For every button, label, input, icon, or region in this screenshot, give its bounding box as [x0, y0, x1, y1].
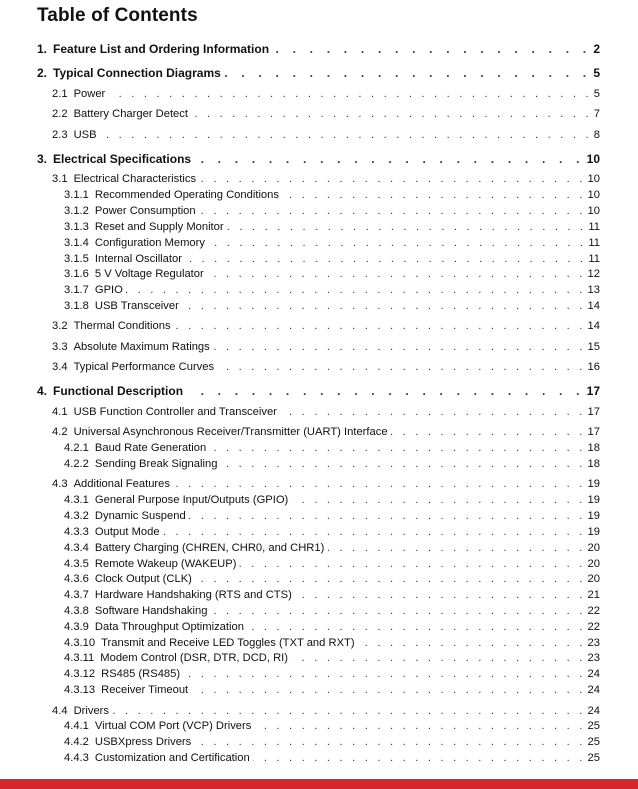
toc-entry[interactable] [37, 66, 600, 80]
dot-leader [227, 220, 587, 234]
toc-entry-label: Electrical Characteristics [73, 173, 197, 185]
toc-entry[interactable] [52, 319, 600, 333]
toc-entry-page: 22 [587, 621, 600, 633]
toc-entry-number: 2. [37, 66, 48, 80]
toc-entry[interactable] [64, 604, 600, 618]
dot-leader [358, 636, 586, 650]
toc-entry-page: 19 [587, 510, 600, 522]
toc-entry-label: Universal Asynchronous Receiver/Transmitter (UART) Interface [73, 426, 388, 438]
toc-entry-number: 4.2.1 [64, 442, 89, 454]
dot-leader [199, 172, 586, 186]
toc-entry-number: 4.3.7 [64, 589, 89, 601]
toc-entry-label: Clock Output (CLK) [94, 573, 192, 585]
toc-entry-page: 7 [593, 108, 600, 120]
dot-leader [100, 128, 592, 142]
toc-entry-label: Customization and Certification [94, 752, 250, 764]
toc-entry-number: 3.1.8 [64, 300, 89, 312]
toc-entry[interactable] [64, 220, 600, 234]
toc-entry-page: 19 [587, 526, 600, 538]
toc-entry-page: 10 [586, 152, 600, 166]
toc-entry-page: 13 [587, 284, 600, 296]
toc-entry-number: 4.3.8 [64, 605, 89, 617]
toc-entry-number: 4.3.5 [64, 558, 89, 570]
toc-entry-page: 19 [587, 494, 600, 506]
dot-leader [126, 283, 586, 297]
toc-entry-label: Reset and Supply Monitor [94, 221, 224, 233]
dot-leader [213, 340, 586, 354]
dot-leader [191, 107, 592, 121]
toc-entry-page: 14 [587, 320, 600, 332]
toc-entry-label: Receiver Timeout [101, 684, 189, 696]
toc-entry[interactable] [64, 557, 600, 571]
toc-entry-label: USB [73, 129, 97, 141]
dot-leader [112, 704, 586, 718]
toc-entry-page: 18 [587, 458, 600, 470]
dot-leader [224, 66, 591, 80]
toc-entry-number: 4.3.2 [64, 510, 89, 522]
toc-entry-page: 12 [587, 268, 600, 280]
footer-accent-bar [0, 779, 638, 789]
toc-entry-label: Additional Features [73, 478, 170, 490]
toc-entry[interactable] [52, 87, 600, 101]
toc-entry[interactable] [64, 493, 600, 507]
toc-entry-number: 4.4.1 [64, 720, 89, 732]
toc-entry[interactable] [64, 252, 600, 266]
dot-leader [182, 299, 586, 313]
dot-leader [391, 425, 586, 439]
toc-entry-page: 20 [587, 542, 600, 554]
toc-entry-number: 3.1.6 [64, 268, 89, 280]
toc-entry[interactable] [37, 384, 600, 398]
toc-entry[interactable] [37, 152, 600, 166]
toc-entry-label: Dynamic Suspend [94, 510, 186, 522]
toc-entry-label: Functional Description [53, 384, 184, 398]
toc-entry-page: 23 [587, 652, 600, 664]
toc-entry[interactable] [52, 360, 600, 374]
dot-leader [254, 719, 585, 733]
toc-entry-page: 10 [587, 173, 600, 185]
toc-entry-label: Data Throughput Optimization [94, 621, 244, 633]
dot-leader [194, 735, 585, 749]
toc-entry-number: 4.4.2 [64, 736, 89, 748]
toc-entry[interactable] [52, 128, 600, 142]
toc-entry-page: 22 [587, 605, 600, 617]
toc-entry-label: General Purpose Input/Outputs (GPIO) [94, 494, 289, 506]
dot-leader [272, 42, 591, 56]
toc-entry-label: Sending Break Signaling [94, 458, 218, 470]
dot-leader [291, 493, 585, 507]
toc-entry-label: USB Function Controller and Transceiver [73, 406, 277, 418]
dot-leader [210, 604, 585, 618]
toc-entry-page: 15 [587, 341, 600, 353]
toc-entry[interactable] [64, 457, 600, 471]
toc-entry-label: Battery Charging (CHREN, CHR0, and CHR1) [94, 542, 325, 554]
toc-entry-number: 3. [37, 152, 48, 166]
toc-entry-page: 5 [593, 88, 600, 100]
toc-entry-number: 4.3.13 [64, 684, 96, 696]
toc-entry[interactable] [64, 735, 600, 749]
dot-leader [253, 751, 586, 765]
dot-leader [183, 667, 585, 681]
toc-entry-page: 11 [588, 253, 600, 265]
toc-entry-label: Power Consumption [94, 205, 196, 217]
toc-entry[interactable] [52, 405, 600, 419]
toc-entry-number: 4.3 [52, 478, 68, 490]
toc-entry-label: Configuration Memory [94, 237, 205, 249]
toc-entry-number: 3.3 [52, 341, 68, 353]
toc-entry-label: Transmit and Receive LED Toggles (TXT and RXT) [101, 637, 355, 649]
toc-entry[interactable] [64, 204, 600, 218]
toc-entry-page: 17 [587, 426, 600, 438]
toc-entry-number: 4.4 [52, 705, 68, 717]
toc-entry-number: 4. [37, 384, 48, 398]
toc-entry-number: 3.1.5 [64, 253, 89, 265]
toc-entry[interactable] [52, 477, 600, 491]
toc-entry[interactable] [52, 704, 600, 718]
dot-leader [207, 267, 586, 281]
toc-entry-page: 17 [586, 384, 600, 398]
toc-entry-label: Typical Connection Diagrams [53, 66, 221, 80]
toc-entry[interactable] [64, 588, 600, 602]
toc-entry-number: 4.3.11 [64, 652, 95, 664]
toc-entry[interactable] [64, 541, 600, 555]
toc-entry-page: 25 [587, 736, 600, 748]
dot-leader [239, 557, 585, 571]
toc-entry-number: 4.3.10 [64, 637, 96, 649]
toc-entry[interactable] [64, 683, 600, 697]
dot-leader [217, 360, 585, 374]
toc-entry-page: 16 [587, 361, 600, 373]
page-title: Table of Contents [37, 5, 198, 26]
toc-entry-label: Battery Charger Detect [73, 108, 188, 120]
toc-entry-page: 24 [587, 668, 600, 680]
dot-leader [185, 252, 586, 266]
toc-entry-number: 3.1.3 [64, 221, 89, 233]
toc-entry-label: Feature List and Ordering Information [53, 42, 270, 56]
toc-entry-number: 4.3.12 [64, 668, 96, 680]
dot-leader [282, 188, 586, 202]
toc-entry-label: USB Transceiver [94, 300, 179, 312]
toc-entry-number: 2.1 [52, 88, 68, 100]
toc-entry-page: 14 [587, 300, 600, 312]
toc-entry-label: Internal Oscillator [94, 253, 182, 265]
toc-entry-label: Output Mode [94, 526, 160, 538]
dot-leader [194, 152, 585, 166]
toc-entry-number: 1. [37, 42, 48, 56]
toc-entry-number: 2.3 [52, 129, 68, 141]
toc-entry-label: Thermal Conditions [73, 320, 171, 332]
toc-entry-label: Absolute Maximum Ratings [73, 341, 210, 353]
toc-entry-number: 3.1 [52, 173, 68, 185]
toc-entry-number: 4.2.2 [64, 458, 89, 470]
dot-leader [191, 683, 585, 697]
toc-entry-label: Modem Control (DSR, DTR, DCD, RI) [100, 652, 289, 664]
toc-entry-number: 4.3.3 [64, 526, 89, 538]
dot-leader [174, 319, 586, 333]
toc-entry-number: 4.1 [52, 406, 68, 418]
toc-entry-number: 4.3.1 [64, 494, 89, 506]
dot-leader [173, 477, 586, 491]
toc-entry-number: 4.3.9 [64, 621, 89, 633]
dot-leader [199, 204, 586, 218]
toc-entry[interactable] [37, 42, 600, 56]
toc-entry-label: Power [73, 88, 106, 100]
toc-entry[interactable] [64, 283, 600, 297]
toc-entry-page: 2 [593, 42, 600, 56]
toc-entry[interactable] [64, 620, 600, 634]
dot-leader [220, 457, 585, 471]
toc-entry[interactable] [64, 267, 600, 281]
toc-entry-label: Remote Wakeup (WAKEUP) [94, 558, 237, 570]
toc-entry-label: Electrical Specifications [53, 152, 192, 166]
dot-leader [163, 525, 586, 539]
toc-entry-number: 3.1.1 [64, 189, 89, 201]
toc-entry-label: Drivers [73, 705, 109, 717]
toc-entry[interactable] [64, 236, 600, 250]
toc-entry-page: 23 [587, 637, 600, 649]
dot-leader [208, 236, 586, 250]
toc-entry[interactable] [64, 572, 600, 586]
toc-entry[interactable] [64, 751, 600, 765]
dot-leader [195, 572, 586, 586]
toc-entry[interactable] [52, 340, 600, 354]
toc-entry-label: RS485 (RS485) [101, 668, 181, 680]
toc-entry-page: 11 [588, 237, 600, 249]
toc-entry-number: 3.4 [52, 361, 68, 373]
toc-entry-label: Software Handshaking [94, 605, 208, 617]
toc-entry-page: 25 [587, 752, 600, 764]
toc-entry[interactable] [64, 525, 600, 539]
toc-entry-page: 24 [587, 684, 600, 696]
toc-entry-number: 4.2 [52, 426, 68, 438]
toc-entry-label: Recommended Operating Conditions [94, 189, 279, 201]
toc-entry-page: 10 [587, 189, 600, 201]
toc-entry-number: 3.2 [52, 320, 68, 332]
toc-entry-number: 3.1.7 [64, 284, 89, 296]
toc-entry-label: USBXpress Drivers [94, 736, 192, 748]
toc-entry-page: 5 [593, 66, 600, 80]
dot-leader [209, 441, 585, 455]
toc-entry-page: 20 [587, 558, 600, 570]
dot-leader [280, 405, 586, 419]
toc-entry-label: Hardware Handshaking (RTS and CTS) [94, 589, 292, 601]
toc-entry[interactable] [64, 188, 600, 202]
toc-entry[interactable] [64, 651, 600, 665]
dot-leader [189, 509, 586, 523]
toc-entry-label: Typical Performance Curves [73, 361, 215, 373]
dot-leader [247, 620, 586, 634]
toc-entry[interactable] [64, 509, 600, 523]
toc-entry-number: 3.1.4 [64, 237, 89, 249]
toc-entry[interactable] [64, 441, 600, 455]
toc-entry-label: Virtual COM Port (VCP) Drivers [94, 720, 252, 732]
toc-entry-page: 21 [587, 589, 600, 601]
toc-entry-label: 5 V Voltage Regulator [94, 268, 204, 280]
toc-entry-label: Baud Rate Generation [94, 442, 207, 454]
dot-leader [295, 588, 586, 602]
toc-entry-page: 11 [588, 221, 600, 233]
toc-entry-page: 19 [587, 478, 600, 490]
toc-entry[interactable] [52, 425, 600, 439]
toc-entry[interactable] [64, 636, 600, 650]
toc-entry[interactable] [52, 107, 600, 121]
toc-entry-page: 10 [587, 205, 600, 217]
dot-leader [327, 541, 585, 555]
toc-entry[interactable] [64, 299, 600, 313]
toc-entry-page: 18 [587, 442, 600, 454]
toc-entry-page: 17 [587, 406, 600, 418]
toc-entry-number: 3.1.2 [64, 205, 89, 217]
dot-leader [108, 87, 591, 101]
toc-entry-page: 25 [587, 720, 600, 732]
toc-entry-page: 20 [587, 573, 600, 585]
toc-entry-label: GPIO [94, 284, 123, 296]
dot-leader [186, 384, 585, 398]
toc-entry-number: 4.3.6 [64, 573, 89, 585]
toc-entry-page: 8 [593, 129, 600, 141]
toc-entry[interactable] [64, 719, 600, 733]
dot-leader [291, 651, 586, 665]
toc-entry-number: 4.3.4 [64, 542, 89, 554]
toc-entry-number: 4.4.3 [64, 752, 89, 764]
toc-entry[interactable] [64, 667, 600, 681]
toc-entry-number: 2.2 [52, 108, 68, 120]
toc-entry[interactable] [52, 172, 600, 186]
toc-entry-page: 24 [587, 705, 600, 717]
